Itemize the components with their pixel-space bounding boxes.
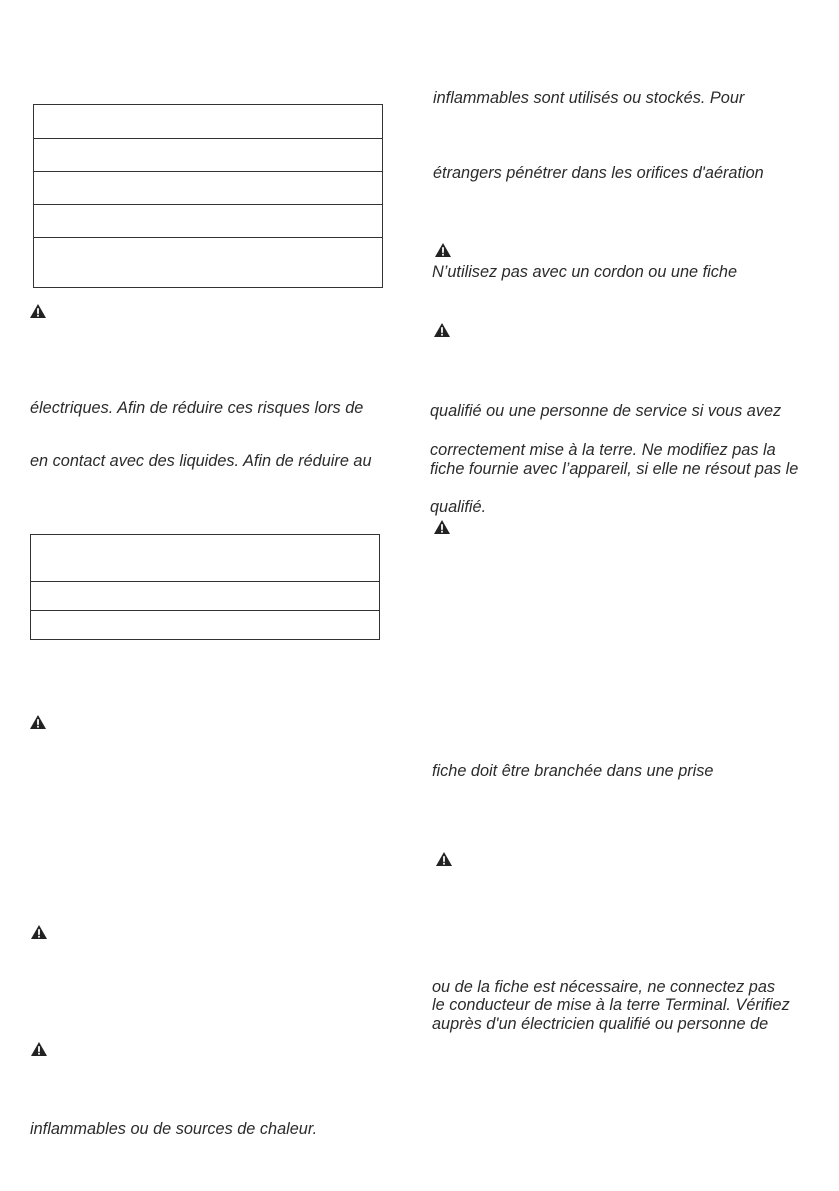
warning-triangle-icon xyxy=(433,519,451,535)
table-row xyxy=(31,535,379,582)
right-text-line-3: N’utilisez pas avec un cordon ou une fiche xyxy=(432,263,738,281)
warning-triangle-icon xyxy=(435,851,453,867)
right-text-line-2: étrangers pénétrer dans les orifices d'aération xyxy=(433,164,764,182)
right-text-line-7: qualifié. xyxy=(430,498,487,516)
left-text-line-3: inflammables ou de sources de chaleur. xyxy=(30,1120,318,1138)
table-row xyxy=(31,611,379,639)
warning-triangle-icon xyxy=(30,924,48,940)
left-table-top xyxy=(33,104,383,288)
right-text-line-6: fiche fournie avec l’appareil, si elle ne résout pas le xyxy=(430,460,799,478)
right-text-line-5: correctement mise à la terre. Ne modifiez pas la xyxy=(430,441,776,459)
table-row xyxy=(34,238,382,287)
left-table-bottom xyxy=(30,534,380,640)
warning-triangle-icon xyxy=(29,714,47,730)
table-row xyxy=(34,172,382,205)
left-text-line-1: électriques. Afin de réduire ces risques lors de xyxy=(30,399,364,417)
table-row xyxy=(34,105,382,139)
warning-triangle-icon xyxy=(30,1041,48,1057)
right-text-line-10: le conducteur de mise à la terre Terminal. Vérifiez xyxy=(432,996,790,1014)
table-row xyxy=(34,139,382,172)
warning-triangle-icon xyxy=(433,322,451,338)
right-text-line-8: fiche doit être branchée dans une prise xyxy=(432,762,714,780)
warning-triangle-icon xyxy=(434,242,452,258)
warning-triangle-icon xyxy=(29,303,47,319)
right-text-line-11: auprès d'un électricien qualifié ou personne de xyxy=(432,1015,769,1033)
table-row xyxy=(34,205,382,238)
right-text-line-1: inflammables sont utilisés ou stockés. Pour xyxy=(433,89,745,107)
right-text-line-4: qualifié ou une personne de service si vous avez xyxy=(430,402,782,420)
table-row xyxy=(31,582,379,611)
left-text-line-2: en contact avec des liquides. Afin de réduire au xyxy=(30,452,372,470)
right-text-line-9: ou de la fiche est nécessaire, ne connectez pas xyxy=(432,978,776,996)
